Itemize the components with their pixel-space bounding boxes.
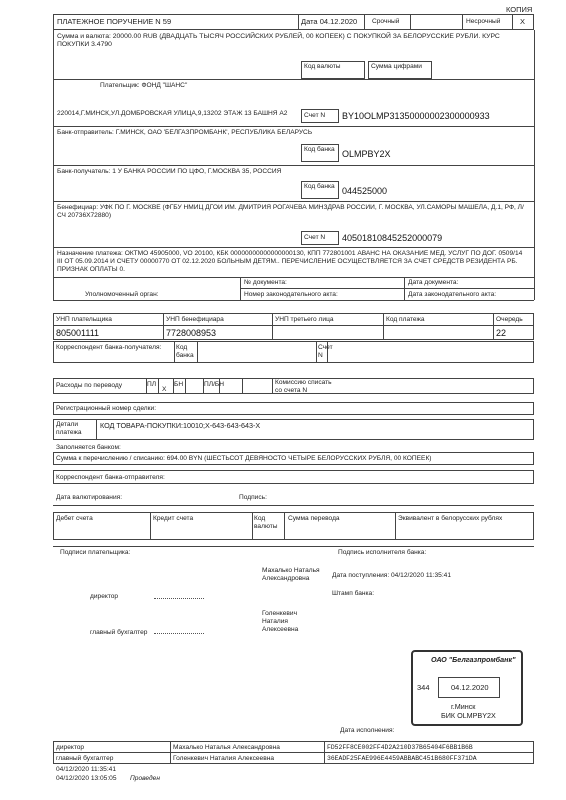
valuation-date-label: Дата валютирования: — [56, 494, 123, 501]
payer-account: BY10OLMP31350000002300000933 — [342, 111, 490, 121]
law-date-label: Дата законодательного акта: — [408, 291, 497, 298]
doc-number-label: № документа: — [244, 279, 287, 286]
beneficiary-account: 40501810845252000079 — [342, 233, 443, 243]
queue-label: Очередь — [496, 316, 523, 323]
payer-label: Плательщик: ФОНД "ШАНС" — [100, 82, 188, 89]
log-line-1: 04/12/2020 11:35:41 — [56, 766, 117, 773]
expenses-plbn-label: ПЛ/БН — [204, 381, 224, 388]
sender-correspondent-label: Корреспондент банка-отправителя: — [56, 474, 165, 481]
stamp-date: 04.12.2020 — [451, 683, 489, 692]
correspondent-label: Корреспондент банка-получателя: — [56, 344, 162, 351]
signer-role: директор — [56, 744, 85, 751]
receiver-bank-code: 044525000 — [342, 186, 388, 196]
correspondent-account-label: Счет N — [318, 344, 333, 359]
execution-date-label: Дата исполнения: — [340, 727, 395, 734]
payer-address: 220014,Г.МИНСК,УЛ.ДОМБРОВСКАЯ УЛИЦА,9,13202 ЭТАЖ 13 БАШНЯ А2 — [57, 110, 288, 117]
law-number-label: Номер законодательного акта: — [244, 291, 338, 298]
stamp-number: 344 — [417, 683, 430, 692]
valuation-sign-label: Подпись: — [239, 494, 267, 501]
stamp-bank-name: ОАО "Белгазпромбанк" — [431, 655, 516, 664]
currency-code-label: Код валюты — [304, 63, 341, 70]
receiver-bank-label: Банк-получатель: 1 У БАНКА РОССИИ ПО ЦФО, Г.МОСКВА 35, РОССИЯ — [57, 168, 282, 175]
queue-value: 22 — [496, 328, 507, 338]
registration-label: Регистрационный номер сделки: — [56, 405, 157, 412]
transfer-amount-label: Сумма перевода — [288, 515, 340, 522]
accountant-name: Голенкевич Наталия Алексеевна — [262, 610, 299, 633]
not-urgent-mark: X — [520, 17, 526, 26]
document-title: ПЛАТЕЖНОЕ ПОРУЧЕНИЕ N 59 — [57, 17, 172, 26]
signer-name: Голенкевич Наталия Алексеевна — [173, 755, 275, 762]
payer-account-label: Счет N — [304, 112, 326, 119]
equivalent-label: Эквивалент в белорусских рублях — [398, 515, 503, 522]
credit-label: Кредит счета — [153, 515, 194, 522]
correspondent-code-label: Код банка — [176, 344, 194, 359]
amount-text: Сумма и валюта: 20000.00 RUB (ДВАДЦАТЬ ТЫСЯЧ РОССИЙСКИХ РУБЛЕЙ, 00 КОПЕЕК) С ПОКУПКОЙ ЗА БЕЛОРУССКИЕ РУБЛИ. КУРС ПОКУПКИ 3.4790 — [57, 33, 500, 48]
bank-stamp-label: Штамп банка: — [332, 590, 375, 597]
doc-date-label: Дата документа: — [408, 279, 459, 286]
document-date: Дата 04.12.2020 — [301, 17, 358, 26]
unp-payer-label: УНП плательщика — [56, 316, 112, 323]
payer-signatures-label: Подписи плательщика: — [60, 549, 131, 556]
accountant-label: главный бухгалтер — [90, 629, 148, 636]
unp-payer: 805001111 — [56, 328, 100, 338]
receiver-bank-code-label: Код банка — [304, 183, 335, 190]
bank-signature-label: Подпись исполнителя банка: — [338, 549, 427, 556]
copy-label: КОПИЯ — [506, 5, 533, 14]
beneficiary-label: Бенефициар: УФК ПО Г. МОСКВЕ (ФГБУ НМИЦ ДГОИ ИМ. ДМИТРИЯ РОГАЧЕВА МИНЗДРАВ РОССИИ, Г. МОСКВА, УЛ.САМОРЫ МАШЕЛА, Д.1, РФ, Л/СЧ 20736X72880) — [57, 204, 524, 219]
sender-bank-code-label: Код банка — [304, 146, 335, 153]
sender-bank-code: OLMPBY2X — [342, 149, 391, 159]
payment-purpose: Назначение платежа: ОКТМО 45905000, VO 20100, КБК 00000000000000000130, КПП 772801001 АВАНС НА ОКАЗАНИЕ МЕД. УСЛУГ ПО ДОГ. 0509/14 III ОТ 05.09.2014 И СЧЕТУ 00000770 ОТ 02.12.2020 БОЛЬНЫМ ДЕТЯМ.. ПЕРЕЧИСЛЕНИЕ ОСУЩЕСТВЛЯЕТСЯ ЗА СЧЕТ СРЕДСТВ РЕЗИДЕНТА РБ. ПРИЗНАК ОПЛАТЫ 0. — [57, 250, 523, 273]
received-date: Дата поступления: 04/12/2020 11:35:41 — [332, 572, 452, 579]
director-name: Махалько Наталья Александровна — [262, 567, 320, 582]
signer-hash: FD52FF8CE002FF4D2A210D37B65404F6BB1B6B — [327, 744, 473, 751]
converted-amount: Сумма к перечислению / списанию: 694.00 BYN (ШЕСТЬСОТ ДЕВЯНОСТО ЧЕТЫРЕ БЕЛОРУССКИХ РУБЛЯ, 00 КОПЕЕК) — [56, 455, 432, 462]
unp-benef-label: УНП бенефициара — [166, 316, 224, 323]
payment-code-label: Код платежа — [386, 316, 425, 323]
commission-label: Комиссию списать со счета N — [275, 379, 332, 394]
expenses-pl-label: ПЛ — [147, 381, 157, 388]
amount-digits-label: Сумма цифрами — [371, 63, 422, 70]
beneficiary-account-label: Счет N — [304, 234, 326, 241]
signer-role: главный бухгалтер — [56, 755, 114, 762]
log-line-2-date: 04/12/2020 13:05:05 — [56, 775, 117, 782]
signer-hash: 36EADF25FAE996E4459ABBABC451B680FF371DA — [327, 755, 477, 762]
stamp-city: г.Минск — [451, 702, 476, 711]
expenses-label: Расходы по переводу — [56, 382, 123, 389]
details-value: КОД ТОВАРА-ПОКУПКИ:10010;X-643-643-643-X — [100, 421, 261, 430]
not-urgent-label: Несрочный — [466, 18, 501, 25]
authority-label: Уполномоченный орган: — [85, 291, 159, 298]
stamp-bik: БИК OLMPBY2X — [441, 711, 496, 720]
urgent-label: Срочный — [372, 18, 400, 25]
unp-benef: 7728008953 — [166, 328, 217, 338]
debit-label: Дебет счета — [56, 515, 93, 522]
expenses-pl-mark: X — [162, 386, 167, 393]
unp-third-label: УНП третьего лица — [275, 316, 334, 323]
director-label: директор — [90, 593, 119, 600]
currency-code-col-label: Код валюты — [254, 515, 278, 530]
filled-by-bank-label: Заполняется банком: — [56, 444, 121, 451]
details-label: Детали платежа — [56, 421, 82, 436]
expenses-bn-label: БН — [174, 381, 184, 388]
log-line-2-status: Проведен — [130, 775, 160, 782]
sender-bank-label: Банк-отправитель: Г.МИНСК, ОАО 'БЕЛГАЗПРОМБАНК', РЕСПУБЛИКА БЕЛАРУСЬ — [57, 129, 313, 136]
signer-name: Махалько Наталья Александровна — [173, 744, 280, 751]
